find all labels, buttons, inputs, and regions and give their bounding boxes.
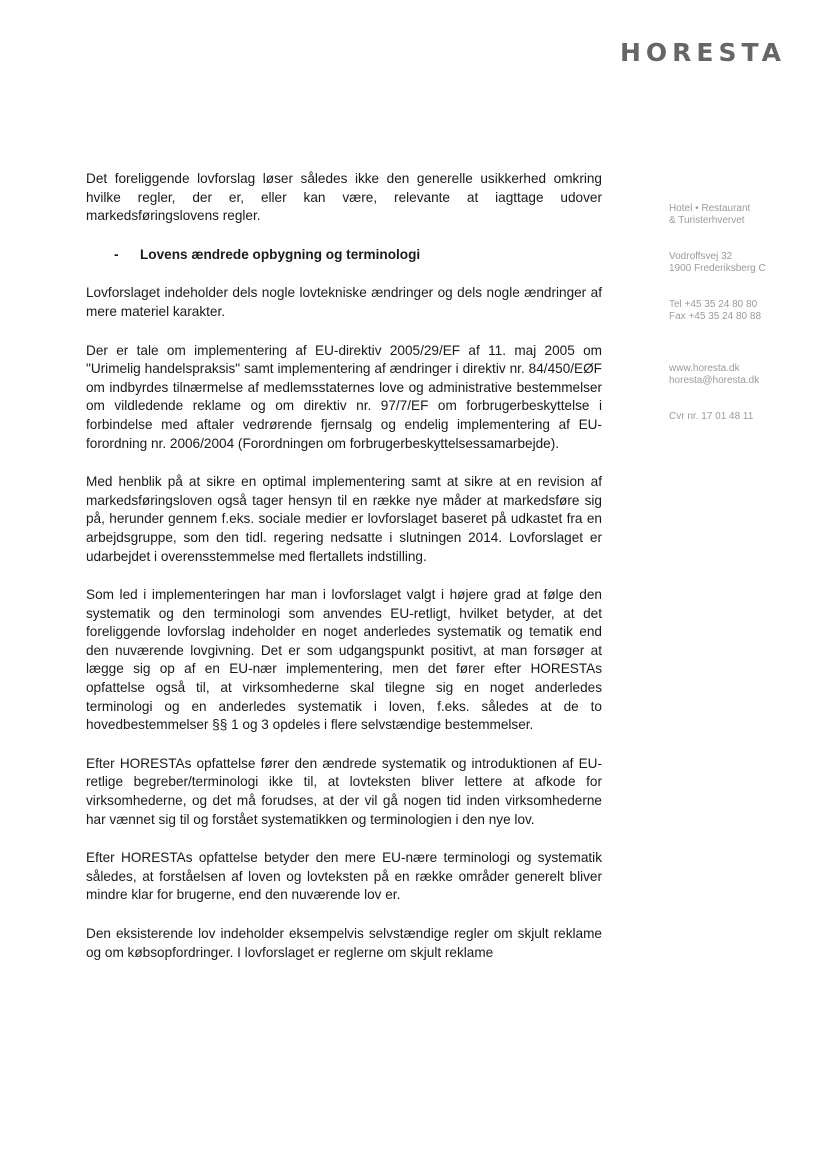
address-line-2: 1900 Frederiksberg C (669, 263, 766, 274)
letterhead-sidebar (669, 203, 819, 447)
website-link[interactable]: www.horesta.dk (669, 363, 740, 374)
phone-fax (669, 299, 819, 323)
paragraph-6: Efter HORESTAs opfattelse fører den ændrede systematik og introduktionen af EU-retlige begreber/terminologi ikke til, at lovteksten bliver lettere at afkode for virksomhederne, og det må forudses, at der vil gå nogen tid inden virksomhederne har vænnet sig til og forstået systematikken og terminologien i den nye lov. (86, 755, 602, 827)
web-contact (669, 363, 819, 387)
telephone: Tel +45 35 24 80 80 (669, 299, 758, 310)
org-line-1: Hotel • Restaurant (669, 203, 751, 214)
paragraph-3: Der er tale om implementering af EU-direktiv 2005/29/EF af 11. maj 2005 om "Urimelig handelspraksis" samt implementering af ændringer i direktiv nr. 84/450/EØF om indbyrdes tilnærmelse af medlemsstaternes love og administrative bestemmelser om vildledende reklame og om direktiv nr. 97/7/EF om forbrugerbeskyttelse i forbindelse med aftaler vedrørende fjernsalg og endelig implementering af EU-forordning nr. 2006/2004 (Forordningen om forbrugerbeskyttelsessamarbejde). (86, 342, 602, 451)
paragraph-8: Den eksisterende lov indeholder eksempelvis selvstændige regler om skjult reklame og om købsopfordringer. I lovforslaget er reglerne om skjult reklame (86, 926, 602, 960)
address (669, 251, 819, 275)
section-heading (114, 246, 602, 265)
heading-bullet: - (114, 246, 119, 262)
address-line-1: Vodroffsvej 32 (669, 251, 733, 262)
paragraph-4: Med henblik på at sikre en optimal implementering samt at sikre at en revision af markedsføringsloven også tager hensyn til en række nye måder at markedsføre sig på, herunder gennem f.eks. sociale medier er lovforslaget baseret på udkastet fra en arbejdsgruppe, som den tidl. regering nedsatte i slutningen 2014. Lovforslaget er udarbejdet i overensstemmelse med flertallets indstilling. (86, 474, 602, 564)
paragraph-5: Som led i implementeringen har man i lovforslaget valgt i højere grad at følge den systematik og den terminologi som anvendes EU-retligt, hvilket betyder, at det foreliggende lovforslag indeholder en noget anderledes systematik og tematik end den nuværende lovgivning. Det er som udgangspunkt positivt, at man forsøger at lægge sig op af en EU-nær implementering, men det fører efter HORESTAs opfattelse også til, at virksomhederne skal tilegne sig en noget anderledes terminologi og en anderledes systematik i loven, f.eks. således at de to hovedbestemmelser §§ 1 og 3 opdeles i flere selvstændige bestemmelser. (86, 587, 602, 733)
heading-text: Lovens ændrede opbygning og terminologi (140, 246, 421, 262)
cvr-text: Cvr nr. 17 01 48 11 (669, 411, 754, 422)
paragraph-7: Efter HORESTAs opfattelse betyder den mere EU-nære terminologi og systematik således, at forståelsen af loven og lovteksten på en række områder generelt bliver mindre klar for brugerne, end den nuværende lov er. (86, 850, 602, 903)
letter-body (86, 170, 602, 982)
cvr-number (669, 411, 819, 423)
email-link[interactable]: horesta@horesta.dk (669, 375, 760, 386)
fax: Fax +45 35 24 80 88 (669, 311, 762, 322)
organization-name (669, 203, 819, 227)
paragraph-2: Lovforslaget indeholder dels nogle lovtekniske ændringer og dels nogle ændringer af mere materiel karakter. (86, 285, 602, 319)
org-line-2: & Turisterhvervet (669, 215, 745, 226)
paragraph-1: Det foreliggende lovforslag løser således ikke den generelle usikkerhed omkring hvilke regler, der er, eller kan være, relevante at iagttage udover markedsføringslovens regler. (86, 171, 602, 224)
horesta-logo: HORESTA (620, 38, 786, 67)
